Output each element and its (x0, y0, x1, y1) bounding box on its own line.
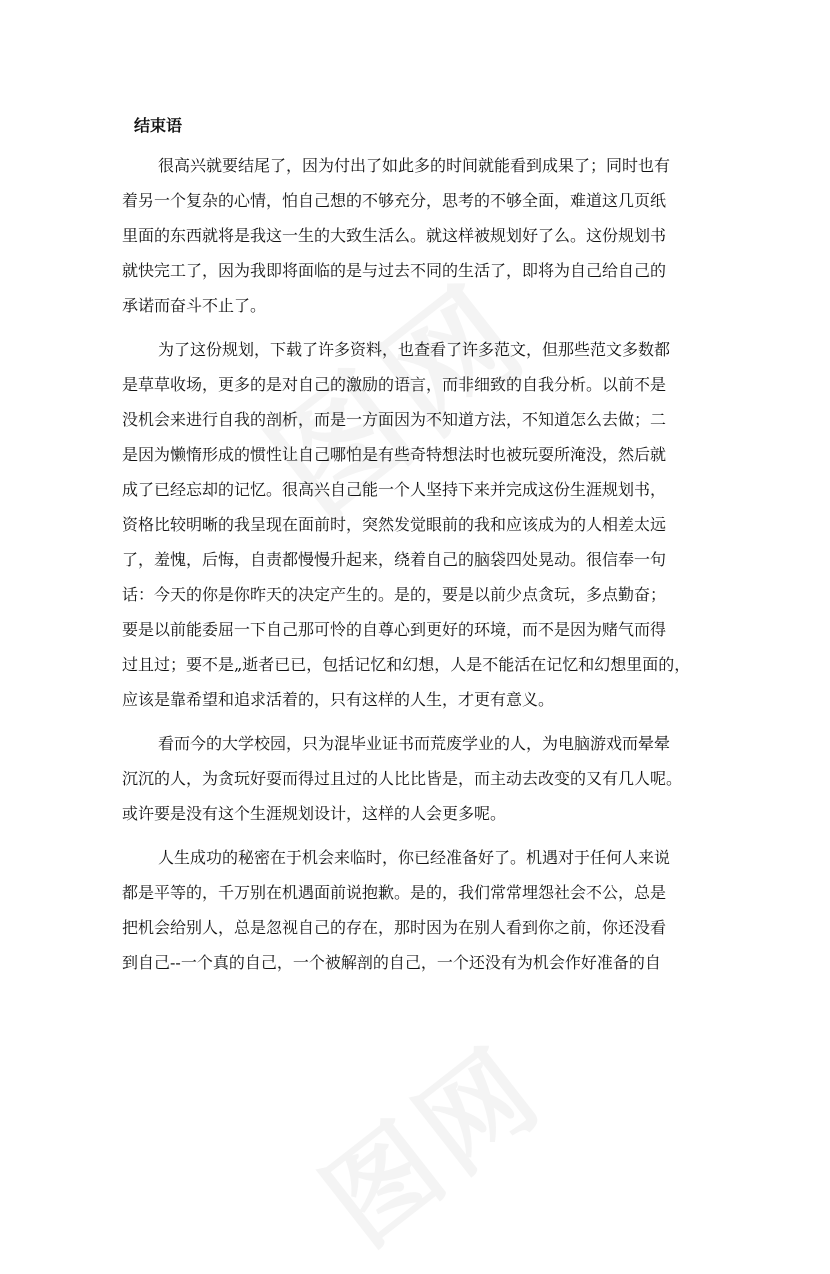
text-line: 就快完工了，因为我即将面临的是与过去不同的生活了，即将为自己给自己的 (122, 261, 667, 280)
text-line: 把机会给别人，总是忽视自己的存在，那时因为在别人看到你之前，你还没看 (122, 918, 667, 937)
paragraph (122, 148, 712, 323)
paragraph (122, 332, 712, 717)
paragraph (122, 840, 712, 980)
text-line: 应该是靠希望和追求活着的，只有这样的人生，才更有意义。 (122, 690, 555, 709)
text-line: 看而今的大学校园，只为混毕业证书而荒废学业的人，为电脑游戏而晕晕 (158, 734, 671, 753)
text-line: 里面的东西就将是我这一生的大致生活么。就这样被规划好了么。这份规划书 (122, 226, 667, 245)
text-line: 话：今天的你是你昨天的决定产生的。是的，要是以前少点贪玩，多点勤奋； (122, 585, 667, 604)
text-line: 沉沉的人，为贪玩好耍而得过且过的人比比皆是，而主动去改变的又有几人呢。 (122, 769, 683, 788)
section-title: 结束语 (134, 116, 183, 135)
text-line: 资格比较明晰的我呈现在面前时，突然发觉眼前的我和应该成为的人相差太远 (122, 515, 667, 534)
text-line: 到自己--一个真的自己，一个被解剖的自己，一个还没有为机会作好准备的自 (122, 953, 661, 972)
text-line: 承诺而奋斗不止了。 (122, 296, 267, 315)
paragraph (122, 726, 712, 831)
text-line: 人生成功的秘密在于机会来临时，你已经准备好了。机遇对于任何人来说 (158, 848, 671, 867)
document-page (122, 113, 712, 989)
text-line: 为了这份规划，下载了许多资料，也查看了许多范文，但那些范文多数都 (158, 340, 671, 359)
text-line: 都是平等的，千万别在机遇面前说抱歉。是的，我们常常埋怨社会不公，总是 (122, 883, 667, 902)
text-line: 成了已经忘却的记忆。很高兴自己能一个人坚持下来并完成这份生涯规划书， (122, 480, 667, 499)
document-body (122, 148, 712, 980)
text-line: 很高兴就要结尾了，因为付出了如此多的时间就能看到成果了；同时也有 (158, 156, 671, 175)
text-line: 或许要是没有这个生涯规划设计，这样的人会更多呢。 (122, 804, 507, 823)
watermark (286, 1004, 569, 1274)
text-line: 没机会来进行自我的剖析，而是一方面因为不知道方法，不知道怎么去做；二 (122, 410, 667, 429)
text-line: 是草草收场，更多的是对自己的激励的语言，而非细致的自我分析。以前不是 (122, 375, 667, 394)
text-line: 过且过；要不是„逝者已已，包括记忆和幻想，人是不能活在记忆和幻想里面的， (122, 655, 691, 674)
text-line: 要是以前能委屈一下自己那可怜的自尊心到更好的环境，而不是因为赌气而得 (122, 620, 667, 639)
text-line: 着另一个复杂的心情，怕自己想的不够充分，思考的不够全面，难道这几页纸 (122, 191, 667, 210)
text-line: 了，羞愧，后悔，自责都慢慢升起来，绕着自己的脑袋四处晃动。很信奉一句 (122, 550, 667, 569)
text-line: 是因为懒惰形成的惯性让自己哪怕是有些奇特想法时也被玩耍所淹没，然后就 (122, 445, 667, 464)
